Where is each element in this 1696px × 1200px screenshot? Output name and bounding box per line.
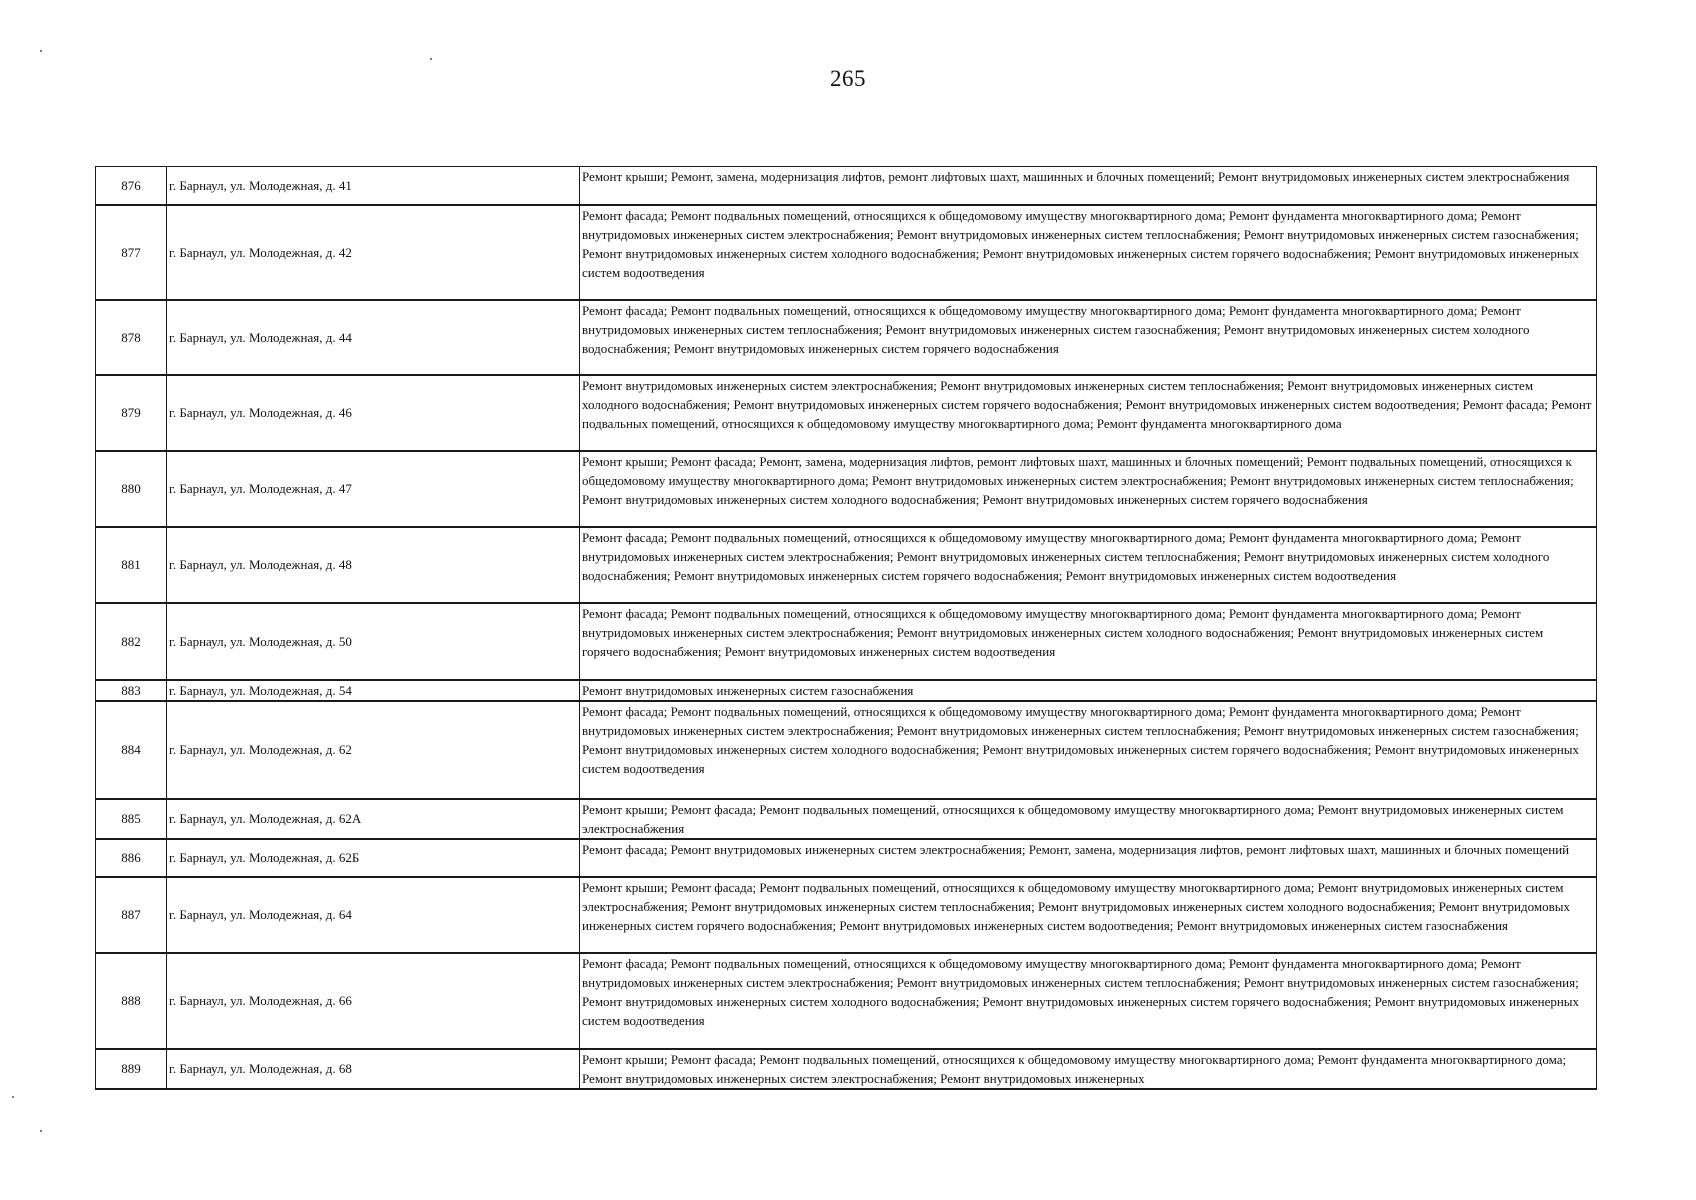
- row-works: Ремонт крыши; Ремонт, замена, модернизация лифтов, ремонт лифтовых шахт, машинных и блочных помещений; Ремонт внутридомовых инженерных систем электроснабжения: [580, 167, 1597, 205]
- row-works: Ремонт крыши; Ремонт фасада; Ремонт, замена, модернизация лифтов, ремонт лифтовых шахт, машинных и блочных помещений; Ремонт подвальных помещений, относящихся к общедомовому имуществу многоквартирного дома; Ремонт внутридомовых инженерных систем электроснабжения; Ремонт внутридомовых инженерных систем теплоснабжения; Ремонт внутридомовых инженерных систем холодного водоснабжения; Ремонт внутридомовых инженерных систем горячего водоснабжения: [580, 451, 1597, 527]
- row-works: Ремонт крыши; Ремонт фасада; Ремонт подвальных помещений, относящихся к общедомовому имуществу многоквартирного дома; Ремонт внутридомовых инженерных систем электроснабжения: [580, 799, 1597, 839]
- table-row: [96, 701, 1597, 799]
- row-address: г. Барнаул, ул. Молодежная, д. 44: [167, 300, 580, 375]
- row-address: г. Барнаул, ул. Молодежная, д. 68: [167, 1049, 580, 1089]
- row-address: г. Барнаул, ул. Молодежная, д. 41: [167, 167, 580, 205]
- table-body: [96, 167, 1597, 1089]
- row-number: 884: [96, 701, 167, 799]
- row-works: Ремонт фасада; Ремонт подвальных помещений, относящихся к общедомовому имуществу многоквартирного дома; Ремонт фундамента многоквартирного дома; Ремонт внутридомовых инженерных систем электроснабжения; Ремонт внутридомовых инженерных систем холодного водоснабжения; Ремонт внутридомовых инженерных систем горячего водоснабжения; Ремонт внутридомовых инженерных систем водоотведения: [580, 603, 1597, 680]
- table-row: [96, 451, 1597, 527]
- table-row: [96, 1049, 1597, 1089]
- row-number: 880: [96, 451, 167, 527]
- table-row: [96, 375, 1597, 451]
- row-works: Ремонт крыши; Ремонт фасада; Ремонт подвальных помещений, относящихся к общедомовому имуществу многоквартирного дома; Ремонт внутридомовых инженерных систем электроснабжения; Ремонт внутридомовых инженерных систем теплоснабжения; Ремонт внутридомовых инженерных систем холодного водоснабжения; Ремонт внутридомовых инженерных систем горячего водоснабжения; Ремонт внутридомовых инженерных систем водоотведения; Ремонт внутридомовых инженерных систем газоснабжения: [580, 877, 1597, 953]
- table-row: [96, 877, 1597, 953]
- scan-speck: [430, 58, 432, 60]
- row-works: Ремонт фасада; Ремонт подвальных помещений, относящихся к общедомовому имуществу многоквартирного дома; Ремонт фундамента многоквартирного дома; Ремонт внутридомовых инженерных систем электроснабжения; Ремонт внутридомовых инженерных систем теплоснабжения; Ремонт внутридомовых инженерных систем газоснабжения; Ремонт внутридомовых инженерных систем холодного водоснабжения; Ремонт внутридомовых инженерных систем горячего водоснабжения; Ремонт внутридомовых инженерных систем водоотведения: [580, 953, 1597, 1049]
- row-number: 878: [96, 300, 167, 375]
- row-address: г. Барнаул, ул. Молодежная, д. 46: [167, 375, 580, 451]
- row-works: Ремонт фасада; Ремонт подвальных помещений, относящихся к общедомовому имуществу многоквартирного дома; Ремонт фундамента многоквартирного дома; Ремонт внутридомовых инженерных систем электроснабжения; Ремонт внутридомовых инженерных систем теплоснабжения; Ремонт внутридомовых инженерных систем газоснабжения; Ремонт внутридомовых инженерных систем холодного водоснабжения; Ремонт внутридомовых инженерных систем горячего водоснабжения; Ремонт внутридомовых инженерных систем водоотведения: [580, 205, 1597, 300]
- table-row: [96, 167, 1597, 205]
- row-address: г. Барнаул, ул. Молодежная, д. 62А: [167, 799, 580, 839]
- row-works: Ремонт фасада; Ремонт подвальных помещений, относящихся к общедомовому имуществу многоквартирного дома; Ремонт фундамента многоквартирного дома; Ремонт внутридомовых инженерных систем электроснабжения; Ремонт внутридомовых инженерных систем теплоснабжения; Ремонт внутридомовых инженерных систем газоснабжения; Ремонт внутридомовых инженерных систем холодного водоснабжения; Ремонт внутридомовых инженерных систем горячего водоснабжения; Ремонт внутридомовых инженерных систем водоотведения: [580, 701, 1597, 799]
- table-row: [96, 300, 1597, 375]
- table-row: [96, 953, 1597, 1049]
- row-works: Ремонт фасада; Ремонт подвальных помещений, относящихся к общедомовому имуществу многоквартирного дома; Ремонт фундамента многоквартирного дома; Ремонт внутридомовых инженерных систем теплоснабжения; Ремонт внутридомовых инженерных систем газоснабжения; Ремонт внутридомовых инженерных систем холодного водоснабжения; Ремонт внутридомовых инженерных систем горячего водоснабжения: [580, 300, 1597, 375]
- row-number: 883: [96, 680, 167, 701]
- row-number: 886: [96, 839, 167, 877]
- row-number: 882: [96, 603, 167, 680]
- row-works: Ремонт внутридомовых инженерных систем электроснабжения; Ремонт внутридомовых инженерных систем теплоснабжения; Ремонт внутридомовых инженерных систем холодного водоснабжения; Ремонт внутридомовых инженерных систем горячего водоснабжения; Ремонт внутридомовых инженерных систем водоотведения; Ремонт фасада; Ремонт подвальных помещений, относящихся к общедомовому имуществу многоквартирного дома; Ремонт фундамента многоквартирного дома: [580, 375, 1597, 451]
- row-address: г. Барнаул, ул. Молодежная, д. 48: [167, 527, 580, 603]
- row-number: 889: [96, 1049, 167, 1089]
- row-address: г. Барнаул, ул. Молодежная, д. 66: [167, 953, 580, 1049]
- table-row: [96, 603, 1597, 680]
- scan-speck: [12, 1096, 14, 1098]
- row-works: Ремонт внутридомовых инженерных систем газоснабжения: [580, 680, 1597, 701]
- row-address: г. Барнаул, ул. Молодежная, д. 54: [167, 680, 580, 701]
- row-works: Ремонт фасада; Ремонт внутридомовых инженерных систем электроснабжения; Ремонт, замена, модернизация лифтов, ремонт лифтовых шахт, машинных и блочных помещений: [580, 839, 1597, 877]
- row-number: 879: [96, 375, 167, 451]
- row-number: 887: [96, 877, 167, 953]
- row-works: Ремонт фасада; Ремонт подвальных помещений, относящихся к общедомовому имуществу многоквартирного дома; Ремонт фундамента многоквартирного дома; Ремонт внутридомовых инженерных систем электроснабжения; Ремонт внутридомовых инженерных систем теплоснабжения; Ремонт внутридомовых инженерных систем холодного водоснабжения; Ремонт внутридомовых инженерных систем горячего водоснабжения; Ремонт внутридомовых инженерных систем водоотведения: [580, 527, 1597, 603]
- row-number: 877: [96, 205, 167, 300]
- repair-works-table: [95, 166, 1597, 1090]
- table-row: [96, 205, 1597, 300]
- row-address: г. Барнаул, ул. Молодежная, д. 62Б: [167, 839, 580, 877]
- row-works: Ремонт крыши; Ремонт фасада; Ремонт подвальных помещений, относящихся к общедомовому имуществу многоквартирного дома; Ремонт фундамента многоквартирного дома; Ремонт внутридомовых инженерных систем электроснабжения; Ремонт внутридомовых инженерных: [580, 1049, 1597, 1089]
- row-number: 881: [96, 527, 167, 603]
- row-address: г. Барнаул, ул. Молодежная, д. 50: [167, 603, 580, 680]
- row-address: г. Барнаул, ул. Молодежная, д. 42: [167, 205, 580, 300]
- row-address: г. Барнаул, ул. Молодежная, д. 62: [167, 701, 580, 799]
- table-row: [96, 839, 1597, 877]
- table-row: [96, 799, 1597, 839]
- row-address: г. Барнаул, ул. Молодежная, д. 64: [167, 877, 580, 953]
- page-number: 265: [830, 66, 866, 91]
- row-number: 885: [96, 799, 167, 839]
- row-number: 888: [96, 953, 167, 1049]
- row-number: 876: [96, 167, 167, 205]
- scan-speck: [40, 1130, 42, 1132]
- row-address: г. Барнаул, ул. Молодежная, д. 47: [167, 451, 580, 527]
- table-row: [96, 680, 1597, 701]
- table-row: [96, 527, 1597, 603]
- scan-speck: [40, 50, 42, 52]
